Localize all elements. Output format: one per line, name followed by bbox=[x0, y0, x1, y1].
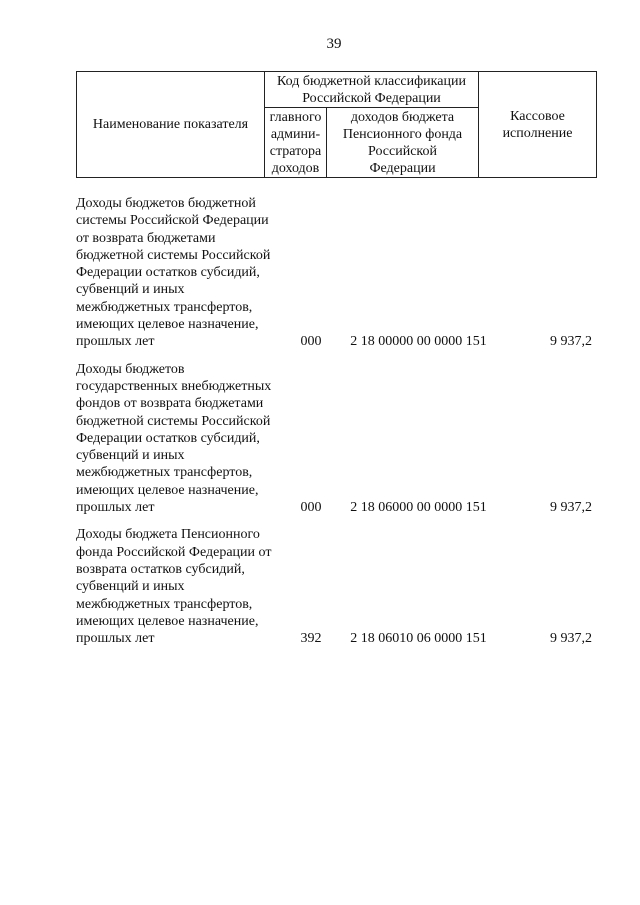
row-name: Доходы бюджетов бюджетной системы Российской Федерации от возврата бюджетами бюджетной системы Российской Федерации остатков субсидий, субвенций и иных межбюджетных трансфертов, имеющих целевое назначение, прошлых лет bbox=[76, 196, 271, 350]
row-amount: 9 937,2 bbox=[550, 500, 592, 516]
header-revenue-code: доходов бюджета Пенсионного фонда Российской Федерации bbox=[327, 108, 479, 178]
header-admin: главного админи-стратора доходов bbox=[265, 108, 327, 178]
header-execution: Кассовое исполнение bbox=[479, 72, 597, 178]
table-row bbox=[76, 195, 596, 351]
row-name: Доходы бюджета Пенсионного фонда Российской Федерации от возврата остатков субсидий, субвенций и иных межбюджетных трансфертов, имеющих целевое назначение, прошлых лет bbox=[76, 527, 272, 647]
header-name: Наименование показателя bbox=[77, 72, 265, 178]
table-row bbox=[76, 361, 596, 517]
row-revenue-code: 2 18 06000 00 0000 151 bbox=[350, 500, 487, 516]
row-revenue-code: 2 18 06010 06 0000 151 bbox=[350, 631, 487, 647]
row-revenue-code: 2 18 00000 00 0000 151 bbox=[350, 334, 487, 350]
row-amount: 9 937,2 bbox=[550, 334, 592, 350]
row-admin-code: 392 bbox=[300, 631, 322, 647]
row-admin-code: 000 bbox=[300, 500, 322, 516]
table-row bbox=[76, 526, 596, 647]
page-number: 39 bbox=[326, 36, 342, 52]
row-name: Доходы бюджетов государственных внебюджетных фондов от возврата бюджетами бюджетной системы Российской Федерации остатков субсидий, субвенций и иных межбюджетных трансфертов, имеющих целевое назначение, прошлых лет bbox=[76, 361, 272, 516]
header-code-group: Код бюджетной классификации Российской Федерации bbox=[265, 72, 479, 108]
table-body bbox=[76, 195, 596, 657]
row-admin-code: 000 bbox=[300, 334, 322, 350]
row-amount: 9 937,2 bbox=[550, 631, 592, 647]
table-header bbox=[76, 71, 597, 178]
